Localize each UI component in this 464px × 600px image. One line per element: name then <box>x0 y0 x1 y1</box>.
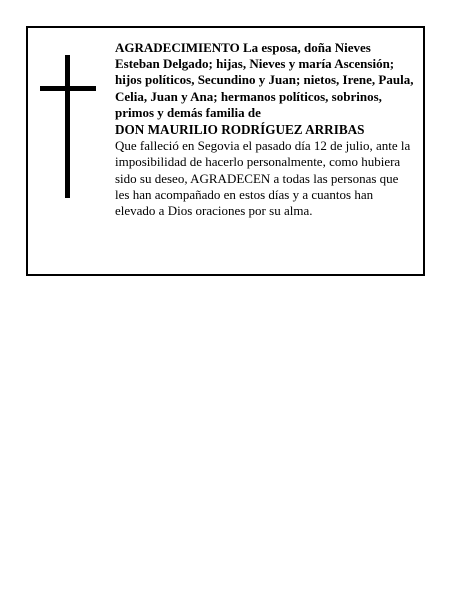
cross-icon <box>40 55 96 198</box>
cross-vertical-bar <box>65 55 70 198</box>
notice-text <box>115 40 415 219</box>
notice-body: Que falleció en Segovia el pasado día 12 de julio, ante la imposibilidad de hacerlo personalmente, como hubiera sido su deseo, AGRADECEN a todas las personas que les han acompañado en estos días y a cuantos han elevado a Dios oraciones por su alma. <box>115 138 411 219</box>
deceased-name: DON MAURILIO RODRÍGUEZ ARRIBAS <box>115 122 365 138</box>
cross-horizontal-bar <box>40 86 96 91</box>
notice-intro: AGRADECIMIENTO La esposa, doña Nieves Esteban Delgado; hijas, Nieves y maría Ascensión; hijos políticos, Secundino y Juan; nietos, Irene, Paula, Celia, Juan y Ana; hermanos políticos, sobrinos, primos y demás familia de <box>115 40 414 120</box>
obituary-notice-box <box>26 26 425 276</box>
